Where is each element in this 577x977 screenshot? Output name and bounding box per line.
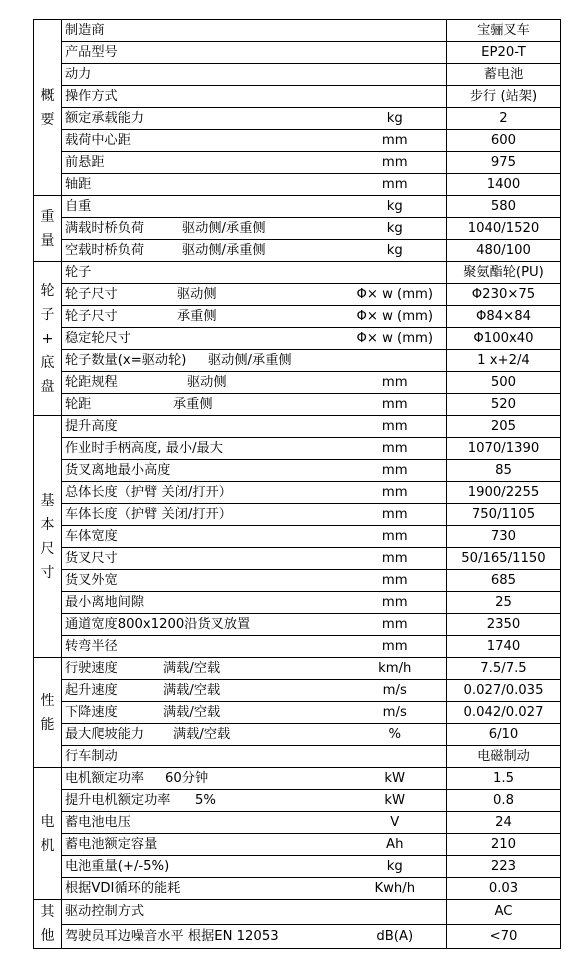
item-label: 轮距 bbox=[65, 397, 92, 412]
value-cell: 7.5/7.5 bbox=[447, 658, 561, 680]
value-cell: 2350 bbox=[447, 614, 561, 636]
item-label: 蓄电池额定容量 bbox=[65, 837, 158, 852]
unit-cell: mm bbox=[344, 152, 447, 174]
unit-cell: kg bbox=[344, 196, 447, 218]
item-sub-label: 驱动侧/承重侧 bbox=[182, 221, 266, 236]
item-label: 轮距规程 bbox=[65, 375, 118, 390]
item-label: 车体长度（护臂 关闭/打开） bbox=[65, 507, 232, 522]
table-row bbox=[34, 878, 561, 900]
item-cell bbox=[62, 878, 344, 900]
category-cell bbox=[34, 658, 62, 768]
table-row bbox=[34, 306, 561, 328]
item-label: 行驶速度 bbox=[65, 661, 118, 676]
category-label: 概 要 bbox=[40, 87, 55, 128]
item-label: 货叉尺寸 bbox=[65, 551, 118, 566]
item-cell bbox=[62, 614, 344, 636]
item-cell bbox=[62, 658, 344, 680]
unit-cell: mm bbox=[344, 482, 447, 504]
value-cell: 宝骊叉车 bbox=[447, 20, 561, 42]
item-label: 轮子尺寸 bbox=[65, 309, 118, 324]
item-label: 额定承载能力 bbox=[65, 111, 145, 126]
item-cell bbox=[62, 834, 344, 856]
item-label: 电池重量(+/-5%) bbox=[65, 859, 170, 874]
item-cell bbox=[62, 218, 344, 240]
table-row bbox=[34, 724, 561, 746]
unit-cell: kW bbox=[344, 790, 447, 812]
unit-cell: mm bbox=[344, 416, 447, 438]
item-cell bbox=[62, 306, 344, 328]
value-cell: Φ100x40 bbox=[447, 328, 561, 350]
item-cell bbox=[62, 196, 344, 218]
table-row bbox=[34, 394, 561, 416]
item-cell bbox=[62, 724, 344, 746]
item-label: 蓄电池电压 bbox=[65, 815, 131, 830]
unit-cell: kW bbox=[344, 768, 447, 790]
value-cell: Φ230×75 bbox=[447, 284, 561, 306]
item-label: 作业时手柄高度, 最小/最大 bbox=[65, 441, 223, 456]
item-cell bbox=[62, 460, 344, 482]
item-cell bbox=[62, 394, 344, 416]
unit-cell: dB(A) bbox=[344, 924, 447, 949]
item-cell bbox=[62, 746, 344, 768]
value-cell: 1070/1390 bbox=[447, 438, 561, 460]
item-label: 货叉外宽 bbox=[65, 573, 118, 588]
item-label: 载荷中心距 bbox=[65, 133, 131, 148]
item-cell bbox=[62, 812, 344, 834]
table-row bbox=[34, 152, 561, 174]
item-cell bbox=[62, 42, 344, 64]
unit-cell: mm bbox=[344, 372, 447, 394]
unit-cell: Φ× w (mm) bbox=[344, 306, 447, 328]
item-cell bbox=[62, 856, 344, 878]
item-label: 制造商 bbox=[65, 23, 105, 38]
item-label: 最小离地间隙 bbox=[65, 595, 145, 610]
category-label: 性 能 bbox=[40, 692, 55, 733]
unit-cell: mm bbox=[344, 548, 447, 570]
category-label: 其 他 bbox=[40, 904, 55, 944]
value-cell: 1.5 bbox=[447, 768, 561, 790]
item-sub-label: 满载/空载 bbox=[163, 705, 221, 720]
table-row bbox=[34, 900, 561, 925]
unit-cell: mm bbox=[344, 174, 447, 196]
item-cell bbox=[62, 680, 344, 702]
item-label: 轮子尺寸 bbox=[65, 287, 118, 302]
value-cell: 480/100 bbox=[447, 240, 561, 262]
item-label: 货叉离地最小高度 bbox=[65, 463, 171, 478]
unit-cell bbox=[344, 86, 447, 108]
unit-cell: Kwh/h bbox=[344, 878, 447, 900]
item-cell bbox=[62, 900, 344, 925]
value-cell: 205 bbox=[447, 416, 561, 438]
value-cell: 0.03 bbox=[447, 878, 561, 900]
table-row bbox=[34, 350, 561, 372]
value-cell: 223 bbox=[447, 856, 561, 878]
value-cell: 24 bbox=[447, 812, 561, 834]
unit-cell bbox=[344, 64, 447, 86]
table-row bbox=[34, 812, 561, 834]
unit-cell: kg bbox=[344, 856, 447, 878]
value-cell: 0.8 bbox=[447, 790, 561, 812]
unit-cell: mm bbox=[344, 438, 447, 460]
item-label: 自重 bbox=[65, 199, 92, 214]
value-cell: 580 bbox=[447, 196, 561, 218]
category-cell bbox=[34, 900, 62, 949]
table-row bbox=[34, 196, 561, 218]
value-cell: 50/165/1150 bbox=[447, 548, 561, 570]
value-cell: 1400 bbox=[447, 174, 561, 196]
item-label: 提升电机额定功率 bbox=[65, 793, 171, 808]
value-cell: 0.027/0.035 bbox=[447, 680, 561, 702]
table-row bbox=[34, 130, 561, 152]
unit-cell: mm bbox=[344, 394, 447, 416]
item-label: 轴距 bbox=[65, 177, 92, 192]
table-row bbox=[34, 108, 561, 130]
item-sub-label: 驱动侧/承重侧 bbox=[208, 353, 292, 368]
value-cell: <70 bbox=[447, 924, 561, 949]
value-cell: 730 bbox=[447, 526, 561, 548]
table-row bbox=[34, 372, 561, 394]
item-cell bbox=[62, 526, 344, 548]
item-label: 动力 bbox=[65, 67, 92, 82]
unit-cell: km/h bbox=[344, 658, 447, 680]
item-cell bbox=[62, 416, 344, 438]
value-cell: 520 bbox=[447, 394, 561, 416]
value-cell: 步行 (站架) bbox=[447, 86, 561, 108]
table-row bbox=[34, 64, 561, 86]
item-cell bbox=[62, 438, 344, 460]
item-label: 最大爬坡能力 bbox=[65, 727, 145, 742]
value-cell: 6/10 bbox=[447, 724, 561, 746]
category-cell bbox=[34, 262, 62, 416]
item-sub-label: 满载/空载 bbox=[163, 683, 221, 698]
table-row bbox=[34, 790, 561, 812]
value-cell: Φ84×84 bbox=[447, 306, 561, 328]
item-label: 空载时桥负荷 bbox=[65, 243, 145, 258]
item-cell bbox=[62, 86, 344, 108]
item-cell bbox=[62, 152, 344, 174]
value-cell: EP20-T bbox=[447, 42, 561, 64]
item-label: 电机额定功率 bbox=[65, 771, 145, 786]
item-label: 轮子数量(x=驱动轮) bbox=[65, 353, 187, 368]
item-cell bbox=[62, 924, 344, 949]
unit-cell bbox=[344, 262, 447, 284]
table-row bbox=[34, 924, 561, 949]
table-row bbox=[34, 548, 561, 570]
category-cell bbox=[34, 196, 62, 262]
table-row bbox=[34, 614, 561, 636]
unit-cell: mm bbox=[344, 570, 447, 592]
item-label: 根据VDI循环的能耗 bbox=[65, 881, 181, 896]
unit-cell bbox=[344, 20, 447, 42]
item-label: 总体长度（护臂 关闭/打开） bbox=[65, 485, 232, 500]
item-cell bbox=[62, 372, 344, 394]
item-cell bbox=[62, 262, 344, 284]
unit-cell: mm bbox=[344, 636, 447, 658]
value-cell: 85 bbox=[447, 460, 561, 482]
item-cell bbox=[62, 570, 344, 592]
table-row bbox=[34, 218, 561, 240]
item-cell bbox=[62, 284, 344, 306]
table-row bbox=[34, 746, 561, 768]
table-row bbox=[34, 570, 561, 592]
unit-cell bbox=[344, 42, 447, 64]
category-cell bbox=[34, 768, 62, 900]
value-cell: 2 bbox=[447, 108, 561, 130]
table-row bbox=[34, 768, 561, 790]
table-row bbox=[34, 680, 561, 702]
value-cell: 0.042/0.027 bbox=[447, 702, 561, 724]
category-cell bbox=[34, 20, 62, 196]
item-label: 车体宽度 bbox=[65, 529, 118, 544]
value-cell: AC bbox=[447, 900, 561, 925]
table-row bbox=[34, 592, 561, 614]
item-label: 通道宽度800x1200沿货叉放置 bbox=[65, 617, 251, 632]
item-cell bbox=[62, 108, 344, 130]
value-cell: 电磁制动 bbox=[447, 746, 561, 768]
item-label: 产品型号 bbox=[65, 45, 118, 60]
item-label: 驾驶员耳边噪音水平 根据EN 12053 bbox=[65, 928, 279, 944]
item-sub-label: 承重侧 bbox=[177, 309, 217, 324]
table-row bbox=[34, 702, 561, 724]
table-row bbox=[34, 20, 561, 42]
unit-cell: kg bbox=[344, 218, 447, 240]
category-label: 基 本 尺 寸 bbox=[40, 492, 55, 581]
unit-cell: Ah bbox=[344, 834, 447, 856]
item-label: 轮子 bbox=[65, 265, 92, 280]
item-cell bbox=[62, 636, 344, 658]
table-row bbox=[34, 416, 561, 438]
value-cell: 25 bbox=[447, 592, 561, 614]
table-row bbox=[34, 328, 561, 350]
category-cell bbox=[34, 416, 62, 658]
item-cell bbox=[62, 350, 344, 372]
value-cell: 1740 bbox=[447, 636, 561, 658]
unit-cell: m/s bbox=[344, 702, 447, 724]
item-cell bbox=[62, 130, 344, 152]
value-cell: 500 bbox=[447, 372, 561, 394]
item-cell bbox=[62, 20, 344, 42]
table-row bbox=[34, 174, 561, 196]
item-cell bbox=[62, 482, 344, 504]
unit-cell bbox=[344, 900, 447, 925]
spec-table bbox=[33, 19, 561, 949]
item-label: 稳定轮尺寸 bbox=[65, 331, 131, 346]
table-row bbox=[34, 834, 561, 856]
unit-cell: Φ× w (mm) bbox=[344, 284, 447, 306]
unit-cell: Φ× w (mm) bbox=[344, 328, 447, 350]
value-cell: 聚氨酯轮(PU) bbox=[447, 262, 561, 284]
value-cell: 685 bbox=[447, 570, 561, 592]
item-cell bbox=[62, 174, 344, 196]
item-sub-label: 承重侧 bbox=[173, 397, 213, 412]
item-cell bbox=[62, 702, 344, 724]
item-sub-label: 满载/空载 bbox=[173, 727, 231, 742]
item-sub-label: 60分钟 bbox=[165, 771, 209, 786]
unit-cell: mm bbox=[344, 460, 447, 482]
unit-cell: kg bbox=[344, 108, 447, 130]
item-label: 驱动控制方式 bbox=[65, 904, 145, 920]
item-cell bbox=[62, 504, 344, 526]
unit-cell: mm bbox=[344, 504, 447, 526]
unit-cell: m/s bbox=[344, 680, 447, 702]
table-row bbox=[34, 636, 561, 658]
item-sub-label: 驱动侧/承重侧 bbox=[182, 243, 266, 258]
item-label: 行车制动 bbox=[65, 749, 118, 764]
item-label: 转弯半径 bbox=[65, 639, 118, 654]
table-row bbox=[34, 262, 561, 284]
item-sub-label: 满载/空载 bbox=[163, 661, 221, 676]
value-cell: 210 bbox=[447, 834, 561, 856]
item-label: 满载时桥负荷 bbox=[65, 221, 145, 236]
item-cell bbox=[62, 328, 344, 350]
table-row bbox=[34, 284, 561, 306]
unit-cell: V bbox=[344, 812, 447, 834]
unit-cell bbox=[344, 746, 447, 768]
unit-cell: mm bbox=[344, 130, 447, 152]
table-row bbox=[34, 438, 561, 460]
item-label: 前悬距 bbox=[65, 155, 105, 170]
spec-table-body bbox=[34, 20, 561, 949]
unit-cell: mm bbox=[344, 614, 447, 636]
item-label: 下降速度 bbox=[65, 705, 118, 720]
table-row bbox=[34, 240, 561, 262]
table-row bbox=[34, 460, 561, 482]
item-cell bbox=[62, 592, 344, 614]
table-row bbox=[34, 42, 561, 64]
value-cell: 蓄电池 bbox=[447, 64, 561, 86]
table-row bbox=[34, 658, 561, 680]
category-label: 重 量 bbox=[40, 208, 55, 249]
item-label: 操作方式 bbox=[65, 89, 118, 104]
item-cell bbox=[62, 790, 344, 812]
category-label: 轮 子 + 底 盘 bbox=[40, 282, 55, 395]
table-row bbox=[34, 856, 561, 878]
value-cell: 1900/2255 bbox=[447, 482, 561, 504]
value-cell: 1 x+2/4 bbox=[447, 350, 561, 372]
table-row bbox=[34, 504, 561, 526]
unit-cell bbox=[344, 350, 447, 372]
item-sub-label: 5% bbox=[195, 793, 216, 808]
unit-cell: mm bbox=[344, 526, 447, 548]
unit-cell: % bbox=[344, 724, 447, 746]
value-cell: 975 bbox=[447, 152, 561, 174]
unit-cell: kg bbox=[344, 240, 447, 262]
unit-cell: mm bbox=[344, 592, 447, 614]
item-cell bbox=[62, 768, 344, 790]
value-cell: 600 bbox=[447, 130, 561, 152]
item-sub-label: 驱动侧 bbox=[187, 375, 227, 390]
table-row bbox=[34, 482, 561, 504]
item-cell bbox=[62, 548, 344, 570]
category-label: 电 机 bbox=[40, 813, 55, 854]
table-row bbox=[34, 86, 561, 108]
item-label: 提升高度 bbox=[65, 419, 118, 434]
value-cell: 750/1105 bbox=[447, 504, 561, 526]
value-cell: 1040/1520 bbox=[447, 218, 561, 240]
table-row bbox=[34, 526, 561, 548]
item-label: 起升速度 bbox=[65, 683, 118, 698]
item-cell bbox=[62, 64, 344, 86]
item-cell bbox=[62, 240, 344, 262]
item-sub-label: 驱动侧 bbox=[177, 287, 217, 302]
